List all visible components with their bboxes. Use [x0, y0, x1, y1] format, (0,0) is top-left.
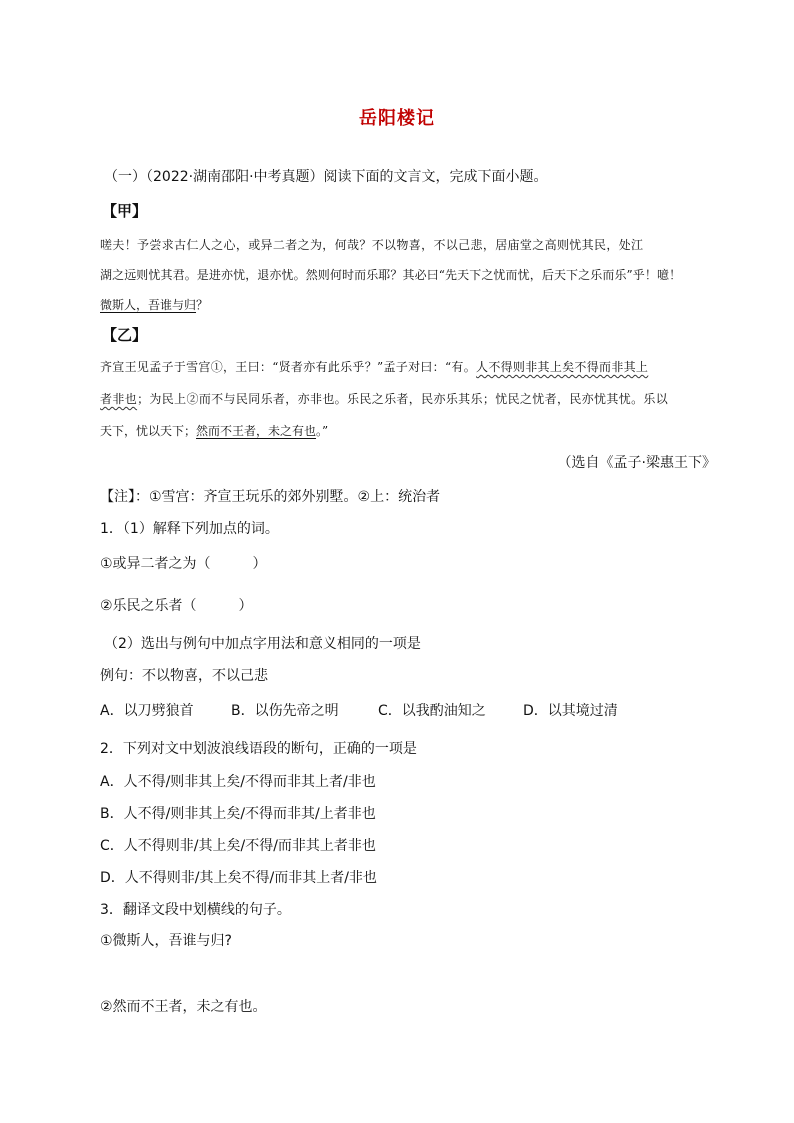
yi-wavy-passage-end: 者非也 [100, 392, 138, 406]
jia-underlined-sentence: 微斯人，吾谁与归 [100, 298, 197, 312]
note-text: 【注】：①雪宫：齐宣王玩乐的郊外别墅。②上：统治者 [100, 489, 441, 505]
q2-option-b: B．人不得/则非其上矣/不得而非其/上者非也 [100, 806, 376, 822]
q1-option-d: D．以其境过清 [523, 703, 618, 719]
section-yi-label: 【乙】 [102, 326, 148, 344]
q1-heading: 1．（1）解释下列加点的词。 [100, 521, 279, 537]
q1-example: 例句：不以物喜，不以己悲 [100, 668, 268, 684]
q2-option-a: A．人不得/则非其上矣/不得而非其上者/非也 [100, 774, 376, 790]
page-title: 岳阳楼记 [359, 108, 435, 129]
jia-line-2: 湖之远则忧其君。是进亦忧，退亦忧。然则何时而乐耶？其必曰“先天下之忧而忧，后天下之乐而乐”乎！噫！ [100, 268, 682, 282]
q1-item-b: ②乐民之乐者（ ） [100, 598, 253, 614]
intro-text: （一）（2022·湖南邵阳·中考真题）阅读下面的文言文，完成下面小题。 [104, 169, 548, 185]
yi-wavy-passage: 人不得则非其上矣不得而非其上 [476, 360, 649, 374]
yi-line-2: 者非也；为民上②而不与民同乐者，亦非也。乐民之乐者，民亦乐其乐；忧民之忧者，民亦忧其忧。乐以 [100, 392, 669, 406]
jia-line-3: 微斯人，吾谁与归？ [100, 298, 209, 312]
jia-line-1: 嗟夫！予尝求古仁人之心，或异二者之为，何哉？不以物喜，不以己悲，居庙堂之高则忧其民，处江 [100, 238, 644, 252]
q1-sub2-heading: （2）选出与例句中加点字用法和意义相同的一项是 [104, 636, 421, 652]
section-jia-label: 【甲】 [102, 202, 148, 220]
yi-line-1: 齐宣王见孟子于雪宫①，王曰：“贤者亦有此乐乎？”孟子对曰：“有。人不得则非其上矣不得而非其上 [100, 360, 649, 374]
q1-option-b: B．以伤先帝之明 [231, 703, 339, 719]
q3-item-a: ①微斯人，吾谁与归? [100, 933, 232, 949]
q2-option-c: C．人不得则非/其上矣/不得/而非其上者非也 [100, 838, 376, 854]
q2-heading: 2．下列对文中划波浪线语段的断句，正确的一项是 [100, 741, 417, 757]
q1-item-a: ①或异二者之为（ ） [100, 556, 267, 572]
q1-option-a: A．以刀劈狼首 [100, 703, 194, 719]
yi-underlined-sentence: 然而不王者，未之有也 [196, 424, 317, 438]
q3-item-b: ②然而不王者，未之有也。 [100, 999, 267, 1015]
source-citation: （选自《孟子·梁惠王下》 [557, 455, 716, 471]
q3-heading: 3．翻译文段中划横线的句子。 [100, 902, 291, 918]
q1-option-c: C．以我酌油知之 [378, 703, 486, 719]
q2-option-d: D．人不得则非/其上矣不得/而非其上者/非也 [100, 870, 377, 886]
yi-line-3: 天下，忧以天下；然而不王者，未之有也。” [100, 424, 329, 438]
